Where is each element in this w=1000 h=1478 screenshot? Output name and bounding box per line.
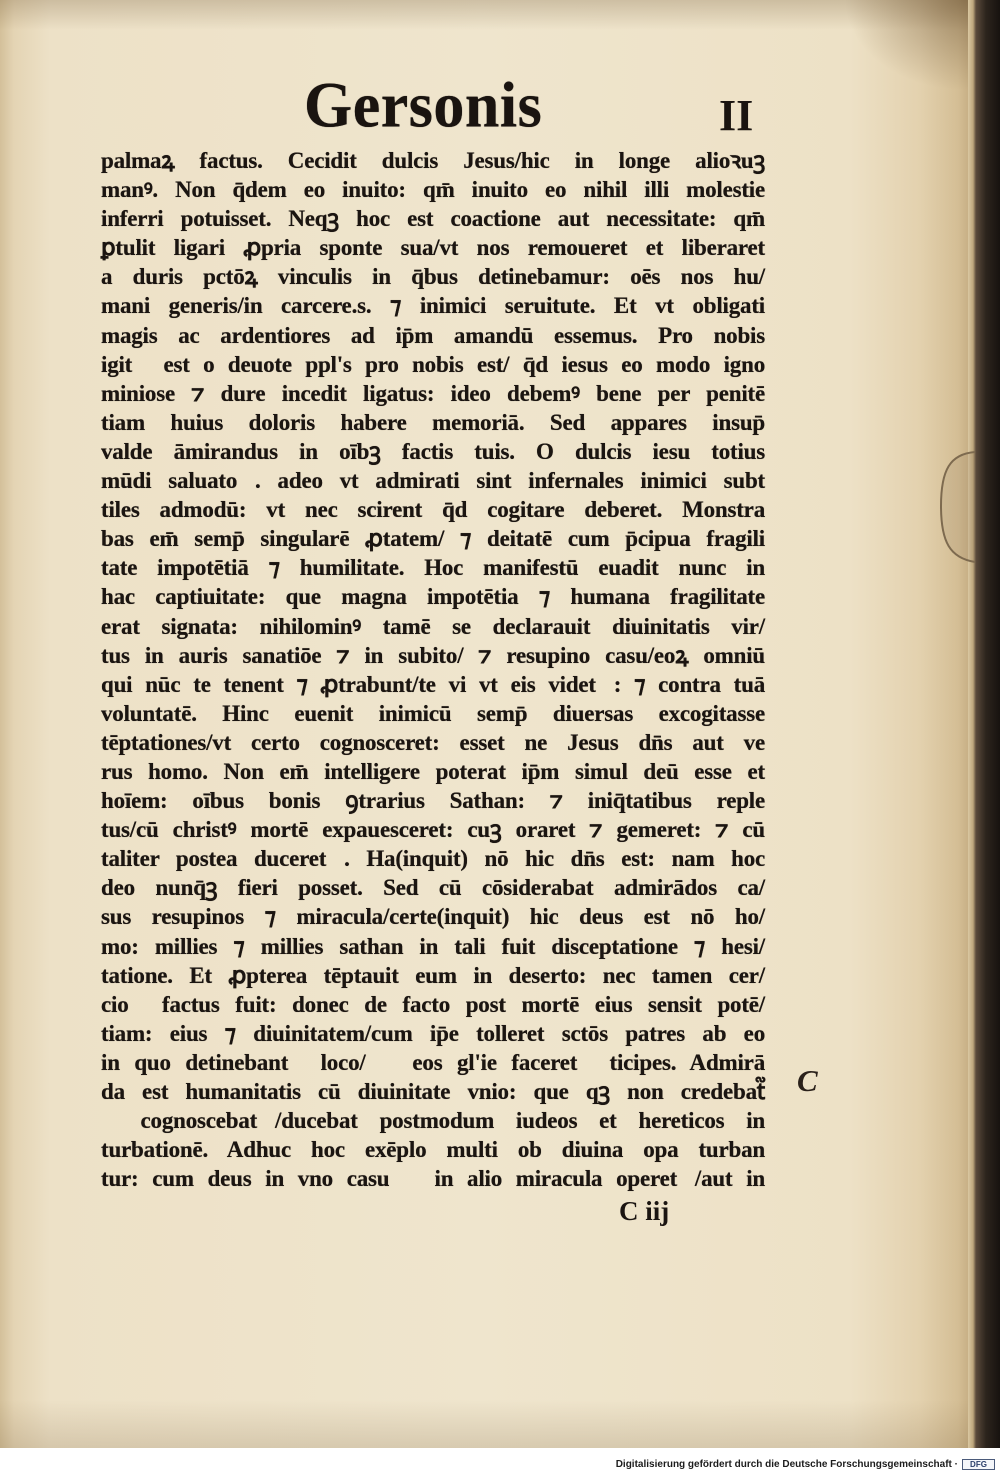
text-line: bas em̄ semp̄ singularē ꝓtatem/ ⁊ deitatē cum p̄cipua fragili [101,526,765,552]
text-line: ꝑtulit ligari ꝓpria sponte sua/vt nos remoueret et liberaret [101,235,765,261]
text-line: tēptationes/vt certo cognosceret: esset ne Jesus dn̄s aut ve [101,729,765,755]
text-line: tate impotētiā ⁊ humilitate. Hoc manifestū euadit nunc in [101,555,765,581]
text-line: erat signata: nihilominꝰ tamē se declarauit diuinitatis vir/ [101,613,765,639]
text-line: igit᷑ est o deuote ppl's pro nobis est/ q̄d iesus eo modo igno [101,351,765,377]
text-line: valde āmirandus in oībꝫ factis tuis. O dulcis iesu totius [101,438,765,464]
text-block [101,146,765,1193]
text-line: ⁊ cognoscebat᷑/ducebat postmodum iudeos et hereticos in [101,1108,765,1134]
footer-credit-text: Digitalisierung gefördert durch die Deutsche Forschungsgemeinschaft [615,1459,952,1470]
text-line: tus in auris sanatiōe ⁊ in subito/ ⁊ resupino casu/eoꝝ omniū [101,642,765,668]
text-line: in quo detinebant᷑ loco/ ⁊ eos gl'ie faceret ꝑticipes. Admirā [101,1049,765,1075]
text-line: tus/cū christꝰ mortē expauesceret: cuꝫ oraret ⁊ gemeret: ⁊ cū [101,817,765,843]
margin-note: C [797,1063,818,1098]
book-edge [968,0,1000,1448]
text-line: qui nūc te tenent ⁊ ꝓtrabunt/te vi vt eis videt᷑: ⁊ contra tuā [101,671,765,697]
text-line: tur: cum deus in vno casu ⁊ in alio miracula operet᷑/aut in [101,1166,765,1192]
text-line: palmaꝝ factus. Cecidit dulcis Jesus/hic in longe alioꝛuꝫ [101,148,765,173]
text-line: magis ac ardentiores ad ip̄m amandū essemus. Pro nobis [101,322,765,348]
folio-number: II [719,91,754,140]
text-line: rus homo. Non em̄ intelligere poterat ip̄m simul deū esse et [101,758,765,784]
text-line: cio᷑ factus fuit: donec de facto post mortē eius sensit potē/ [101,991,765,1017]
footer-separator: · [954,1459,958,1470]
text-line: voluntatē. Hinc euenit inimicū semp̄ diuersas excogitasse [101,700,765,726]
text-line: mo: millies ⁊ millies sathan in tali fuit disceptatione ⁊ hesi/ [101,933,765,959]
text-line: hac captiuitate: que magna impotētia ⁊ humana fragilitate [101,584,765,610]
text-line: taliter postea duceret᷑. Ha(inquit) nō hic dn̄s est: nam hoc [101,846,765,872]
text-line: mūdi saluato᷑. adeo vt admirati sint infernales inimici subt [101,468,765,494]
text-line: sus resupinos ⁊ miracula/certe(inquit) hic deus est nō ho/ [101,904,765,930]
footer-bar [0,1448,1000,1478]
text-line: turbationē. Adhuc hoc exēplo multi ob diuina opa turban [101,1137,765,1163]
text-line: tatione. Et ꝓpterea tēptauit eum in deserto: nec tamen cer/ [101,962,765,988]
text-line: manꝰ. Non q̄dem eo inuito: qm̄ inuito eo nihil illi molestie [101,177,765,203]
page-clip-mark [928,446,980,568]
running-title: Gersonis [304,69,543,142]
text-line: a duris pctōꝝ vinculis in q̄bus detinebamur: oēs nos hu/ [101,264,765,290]
text-line: miniose ⁊ dure incedit ligatus: ideo debemꝰ bene per penitē [101,380,765,406]
signature-mark: C iij [619,1196,670,1226]
dfg-logo: DFG [962,1459,995,1470]
text-line: hoīem: oībus bonis ꝯtrarius Sathan: ⁊ iniq̄tatibus reple [101,788,765,814]
text-line: deo nunq̄ꝫ fieri posset. Sed cū cōsiderabat admirādos ca/ [101,875,765,901]
footer-credit [616,1459,958,1471]
text-line: tiles admodū: vt nec scirent q̄d cogitare deberet. Monstra [101,497,765,523]
text-line: inferri potuisset. Neqꝫ hoc est coactione aut necessitate: qm̄ [101,206,765,232]
text-line: tiam huius doloris habere memoriā. Sed appares insup̄ [101,409,765,435]
text-line: da est humanitatis cū diuinitate vnio: que qꝫ non credebat᷑ [101,1079,765,1104]
text-line: mani generis/in carcere.s. ⁊ inimici seruitute. Et vt obligati [101,293,765,319]
text-line: tiam: eius ⁊ diuinitatem/cum ip̄e tolleret sctōs patres ab eo [101,1020,765,1046]
